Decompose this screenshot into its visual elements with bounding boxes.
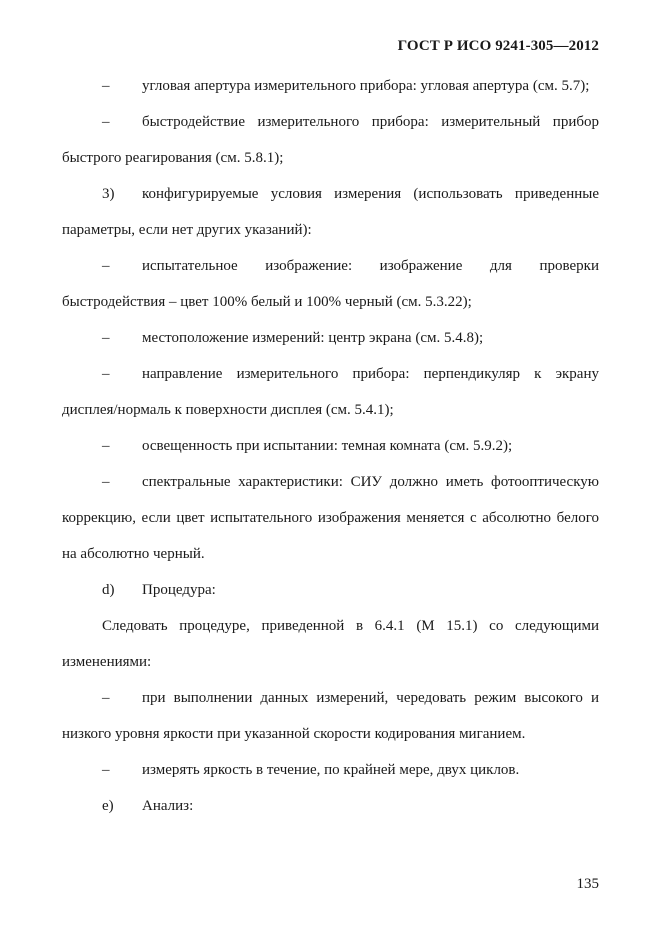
list-item [62,464,599,572]
list-item [62,752,599,788]
list-item-text: местоположение измерений: центр экрана (см. 5.4.8); [142,330,484,346]
list-marker: – [102,258,110,274]
list-item-text: конфигурируемые условия измерения (использовать приведенные параметры, если нет других указаний): [62,186,599,238]
list-item-text: испытательное изображение: изображение для проверки быстродействия – цвет 100% белый и 100% черный (см. 5.3.22); [62,258,599,310]
list-marker: – [102,762,110,778]
list-marker: – [102,114,110,130]
list-item [62,788,599,824]
list-item-text: спектральные характеристики: СИУ должно иметь фотооптическую коррекцию, если цвет испытательного изображения меняется с абсолютно белого на абсолютно черный. [62,474,599,562]
list-item-text: освещенность при испытании: темная комната (см. 5.9.2); [142,438,513,454]
list-item [62,356,599,428]
list-marker: d) [102,582,115,598]
page-number: 135 [576,876,599,892]
list-marker: – [102,78,110,94]
list-item [62,176,599,248]
list-item-text: быстродействие измерительного прибора: измерительный прибор быстрого реагирования (см. 5.8.1); [62,114,599,166]
list-marker: – [102,330,110,346]
document-header: ГОСТ Р ИСО 9241-305—2012 [397,38,599,54]
list-marker: – [102,474,110,490]
list-item-text: измерять яркость в течение, по крайней мере, двух циклов. [142,762,520,778]
document-body [62,68,599,824]
paragraph [62,608,599,680]
list-item [62,68,599,104]
list-item [62,428,599,464]
list-marker: – [102,690,110,706]
list-item-text: направление измерительного прибора: перпендикуляр к экрану дисплея/нормаль к поверхности дисплея (см. 5.4.1); [62,366,599,418]
list-item [62,572,599,608]
list-item [62,248,599,320]
list-item-text: при выполнении данных измерений, чередовать режим высокого и низкого уровня яркости при указанной скорости кодирования миганием. [62,690,599,742]
list-item [62,680,599,752]
list-item-text: Анализ: [142,798,194,814]
list-marker: – [102,438,110,454]
list-marker: 3) [102,186,115,202]
list-marker: e) [102,798,114,814]
list-item [62,320,599,356]
list-marker: – [102,366,110,382]
list-item-text: угловая апертура измерительного прибора: угловая апертура (см. 5.7); [142,78,590,94]
list-item-text: Процедура: [142,582,216,598]
list-item [62,104,599,176]
paragraph-text: Следовать процедуре, приведенной в 6.4.1 (М 15.1) со следующими изменениями: [62,618,599,670]
